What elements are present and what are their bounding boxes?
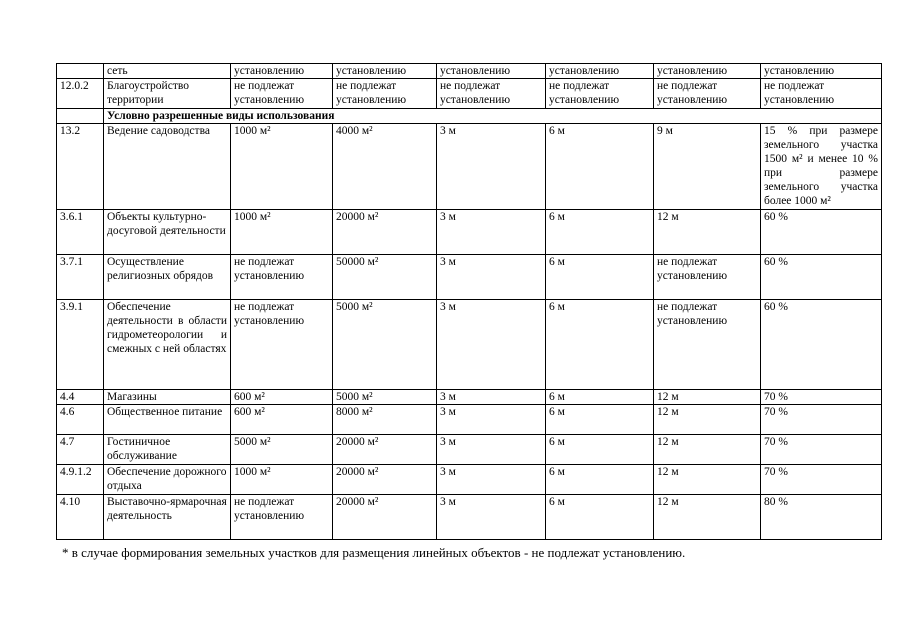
row-name: Благоустройство территории [104,79,231,109]
cell-max-height: 12 м [654,405,761,435]
row-name: Ведение садоводства [104,124,231,210]
row-code [57,64,104,79]
cell-coverage: не подлежат установлению [761,79,882,109]
row-name: Выставочно-ярмарочная деятельность [104,495,231,540]
cell-max-height: установлению [654,64,761,79]
cell-setback: 3 м [437,435,546,465]
cell-min-area: не подлежат установлению [231,495,333,540]
table-row [57,300,882,390]
cell-min-area: установлению [231,64,333,79]
cell-max-area: 4000 м² [333,124,437,210]
cell-height-floor: 6 м [546,124,654,210]
cell-min-area: не подлежат установлению [231,255,333,300]
cell-setback: 3 м [437,255,546,300]
cell-setback: не подлежат установлению [437,79,546,109]
cell-height-floor: 6 м [546,255,654,300]
zoning-table [56,63,882,540]
row-name: Гостиничное обслуживание [104,435,231,465]
row-code: 13.2 [57,124,104,210]
cell-min-area: 1000 м² [231,124,333,210]
row-name: Магазины [104,390,231,405]
cell-height-floor: 6 м [546,495,654,540]
table-row [57,465,882,495]
cell-max-height: 9 м [654,124,761,210]
row-code: 12.0.2 [57,79,104,109]
table-row [57,210,882,255]
cell-setback: 3 м [437,124,546,210]
cell-height-floor: 6 м [546,435,654,465]
cell-height-floor: установлению [546,64,654,79]
cell-height-floor: не подлежат установлению [546,79,654,109]
table-row [57,64,882,79]
cell-coverage: 60 % [761,255,882,300]
cell-max-height: не подлежат установлению [654,79,761,109]
cell-max-area: 5000 м² [333,300,437,390]
cell-coverage: 15 % при размере земельного участка 1500 м² и менее 10 % при размере земельного участка более 1000 м² [761,124,882,210]
cell-coverage: 60 % [761,300,882,390]
cell-coverage: 70 % [761,405,882,435]
cell-max-area: установлению [333,64,437,79]
row-name: Объекты культурно-досуговой деятельности [104,210,231,255]
cell-min-area: 5000 м² [231,435,333,465]
cell-coverage: установлению [761,64,882,79]
row-name: Обеспечение дорожного отдыха [104,465,231,495]
cell-max-area: 50000 м² [333,255,437,300]
row-name: Общественное питание [104,405,231,435]
cell-coverage: 70 % [761,435,882,465]
row-name: Обеспечение деятельности в области гидрометеорологии и смежных с ней областях [104,300,231,390]
cell-height-floor: 6 м [546,405,654,435]
cell-height-floor: 6 м [546,300,654,390]
table-row [57,495,882,540]
cell-setback: 3 м [437,405,546,435]
table-row [57,255,882,300]
row-code: 4.6 [57,405,104,435]
section-title: Условно разрешенные виды использования [104,109,882,124]
table-row [57,405,882,435]
cell-max-area: 20000 м² [333,210,437,255]
cell-setback: установлению [437,64,546,79]
table-row [57,435,882,465]
cell-setback: 3 м [437,465,546,495]
cell-coverage: 80 % [761,495,882,540]
section-row [57,109,882,124]
cell-max-area: 20000 м² [333,435,437,465]
cell-max-area: не подлежат установлению [333,79,437,109]
cell-coverage: 70 % [761,390,882,405]
cell-coverage: 70 % [761,465,882,495]
cell-max-area: 20000 м² [333,465,437,495]
row-code: 4.7 [57,435,104,465]
cell-max-height: 12 м [654,465,761,495]
row-name: Осуществление религиозных обрядов [104,255,231,300]
row-code: 3.7.1 [57,255,104,300]
cell-max-height: 12 м [654,495,761,540]
cell-max-area: 5000 м² [333,390,437,405]
cell-setback: 3 м [437,210,546,255]
cell-max-height: 12 м [654,390,761,405]
table-row [57,390,882,405]
cell-max-height: 12 м [654,435,761,465]
cell-height-floor: 6 м [546,390,654,405]
cell-min-area: 1000 м² [231,210,333,255]
row-code: 4.10 [57,495,104,540]
row-code: 3.9.1 [57,300,104,390]
row-name: сеть [104,64,231,79]
footnote: * в случае формирования земельных участков для размещения линейных объектов - не подлежат установлению. [62,545,686,560]
cell-max-height: не подлежат установлению [654,300,761,390]
cell-setback: 3 м [437,495,546,540]
cell-min-area: не подлежат установлению [231,79,333,109]
cell-max-area: 20000 м² [333,495,437,540]
cell-max-area: 8000 м² [333,405,437,435]
cell-height-floor: 6 м [546,465,654,495]
cell-min-area: не подлежат установлению [231,300,333,390]
cell-min-area: 600 м² [231,405,333,435]
row-code: 4.9.1.2 [57,465,104,495]
cell-max-height: 12 м [654,210,761,255]
row-code: 3.6.1 [57,210,104,255]
row-code: 4.4 [57,390,104,405]
table-row [57,124,882,210]
cell-max-height: не подлежат установлению [654,255,761,300]
table-row [57,79,882,109]
cell-setback: 3 м [437,390,546,405]
cell-height-floor: 6 м [546,210,654,255]
cell-coverage: 60 % [761,210,882,255]
cell-setback: 3 м [437,300,546,390]
cell-min-area: 1000 м² [231,465,333,495]
cell-min-area: 600 м² [231,390,333,405]
